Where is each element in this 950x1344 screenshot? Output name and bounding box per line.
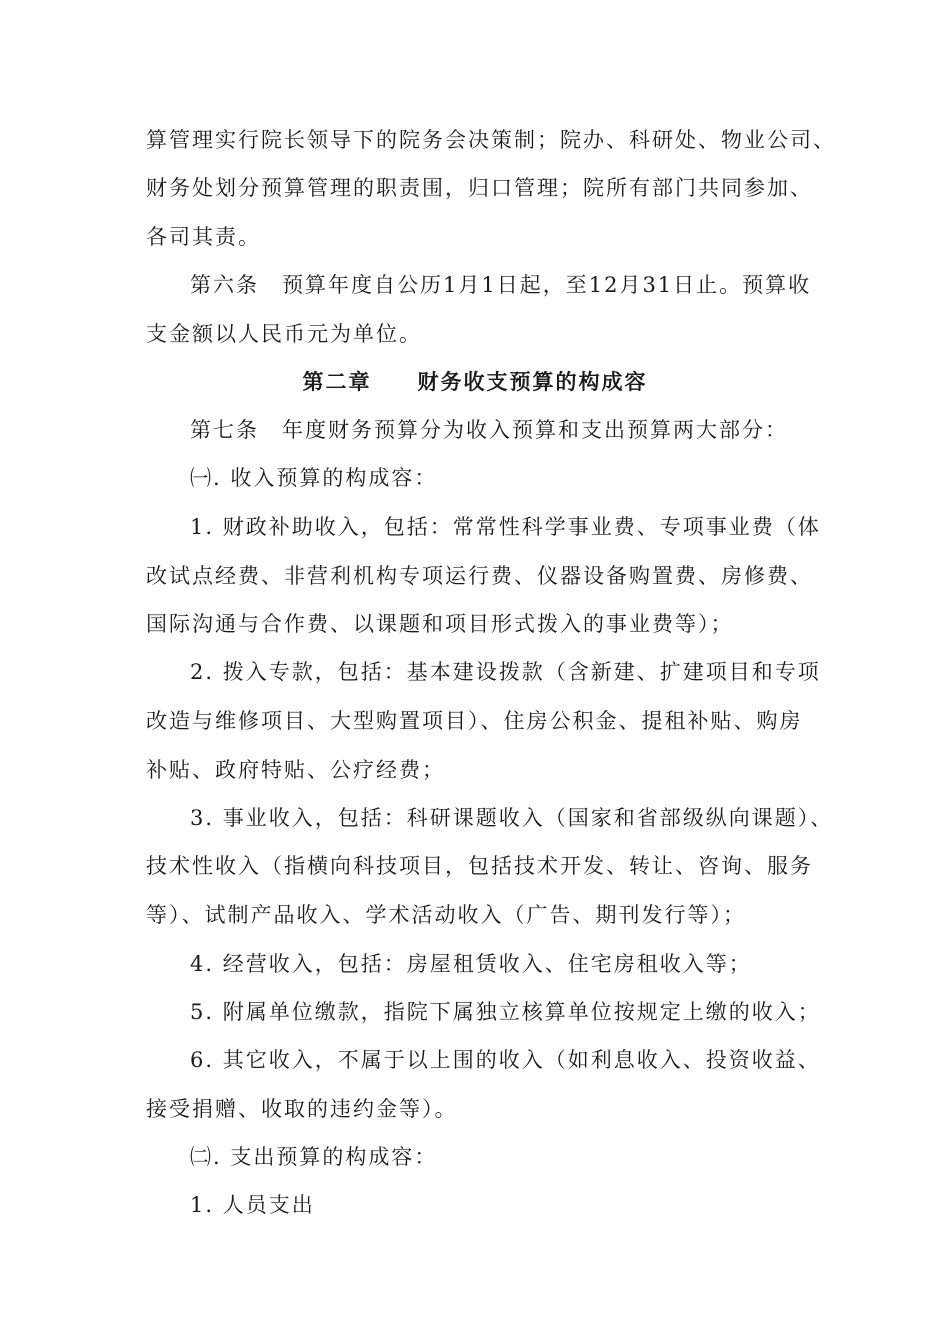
paragraph-line: 各司其责。	[146, 225, 261, 249]
paragraph-line: 技术性收入（指横向科技项目，包括技术开发、转让、咨询、服务	[146, 854, 813, 878]
paragraph-line: 等）、试制产品收入、学术活动收入（广告、期刊发行等）；	[146, 903, 746, 927]
list-item: 3. 事业收入，包括：科研课题收入（国家和省部级纵向课题）、	[190, 806, 834, 830]
paragraph-line: 改造与维修项目、大型购置项目）、住房公积金、提租补贴、购房	[146, 709, 803, 733]
paragraph-line: 接受捐赠、收取的违约金等）。	[146, 1097, 458, 1121]
list-item: 4. 经营收入，包括：房屋租赁收入、住宅房租收入等；	[190, 952, 752, 976]
paragraph-line: 补贴、政府特贴、公疗经费；	[146, 758, 445, 782]
list-item: 1. 人员支出	[190, 1193, 315, 1217]
chapter-heading: 第二章 财务收支预算的构成容	[302, 369, 648, 394]
list-item: 2. 拨入专款，包括：基本建设拨款（含新建、扩建项目和专项	[190, 660, 821, 684]
paragraph-line: 算管理实行院长领导下的院务会决策制；院办、科研处、物业公司、	[146, 128, 836, 152]
paragraph-line: 改试点经费、非营利机构专项运行费、仪器设备购置费、房修费、	[146, 564, 813, 588]
paragraph-line: 国际沟通与合作费、以课题和项目形式拨入的事业费等）；	[146, 612, 734, 636]
paragraph-line: 财务处划分预算管理的职责围，归口管理；院所有部门共同参加、	[146, 176, 813, 200]
list-item: 6. 其它收入，不属于以上围的收入（如利息收入、投资收益、	[190, 1048, 821, 1072]
article-6-line: 第六条 预算年度自公历1月1日起，至12月31日止。预算收	[190, 273, 812, 297]
section-heading-income: ㈠. 收入预算的构成容：	[190, 466, 438, 490]
section-heading-expense: ㈡. 支出预算的构成容：	[190, 1145, 438, 1169]
article-7-line: 第七条 年度财务预算分为收入预算和支出预算两大部分：	[190, 418, 788, 442]
paragraph-line: 支金额以人民币元为单位。	[146, 322, 422, 346]
list-item: 5. 附属单位缴款，指院下属独立核算单位按规定上缴的收入；	[190, 1000, 821, 1024]
list-item: 1. 财政补助收入，包括：常常性科学事业费、专项事业费（体	[190, 515, 821, 539]
